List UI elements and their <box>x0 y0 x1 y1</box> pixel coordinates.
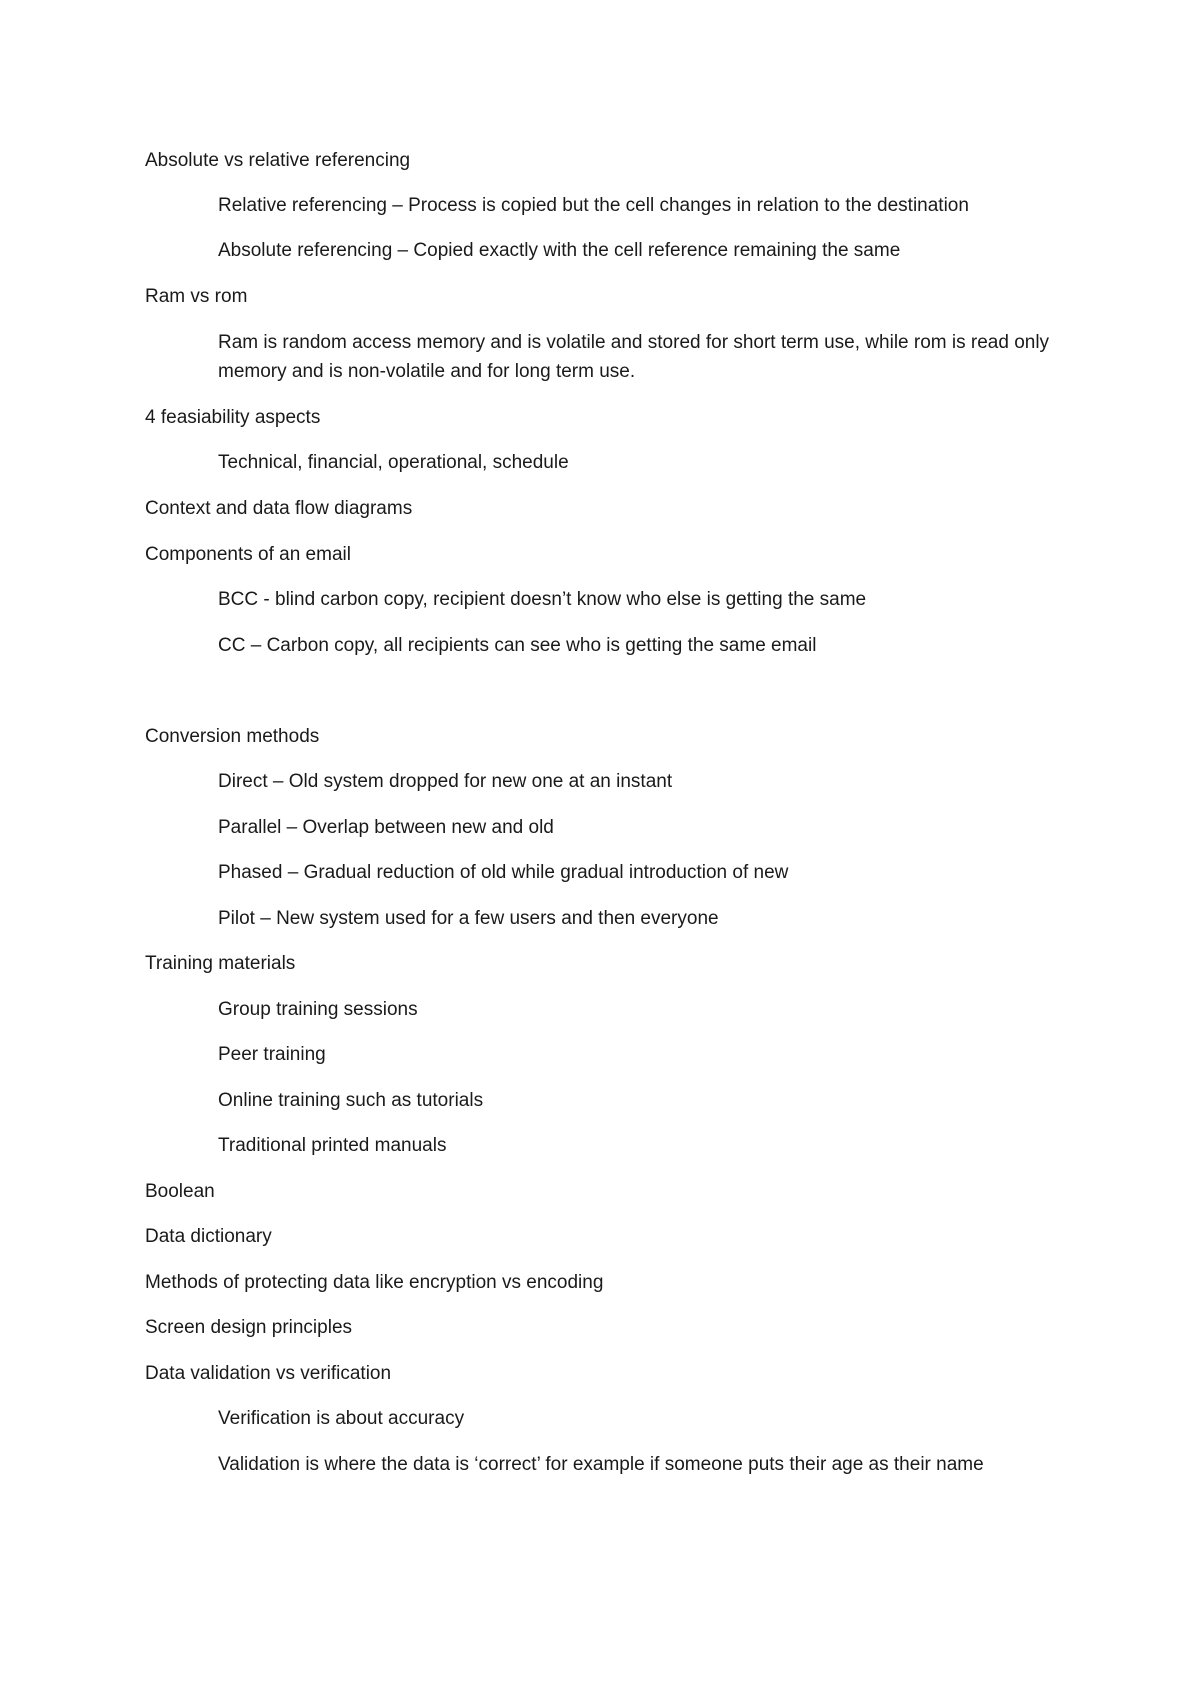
heading-training-materials: Training materials <box>145 953 296 974</box>
item-absolute-referencing: Absolute referencing – Copied exactly with the cell reference remaining the same <box>218 240 901 261</box>
item-pilot: Pilot – New system used for a few users and then everyone <box>218 908 719 929</box>
heading-boolean: Boolean <box>145 1181 215 1202</box>
item-parallel: Parallel – Overlap between new and old <box>218 817 554 838</box>
heading-context-data-flow: Context and data flow diagrams <box>145 498 413 519</box>
heading-absolute-vs-relative: Absolute vs relative referencing <box>145 150 411 171</box>
item-bcc: BCC - blind carbon copy, recipient doesn’t know who else is getting the same <box>218 589 867 610</box>
heading-conversion-methods: Conversion methods <box>145 726 320 747</box>
item-validation: Validation is where the data is ‘correct’ for example if someone puts their age as their name <box>218 1454 984 1475</box>
heading-validation-verification: Data validation vs verification <box>145 1363 392 1384</box>
heading-ram-vs-rom: Ram vs rom <box>145 286 248 307</box>
item-group-training: Group training sessions <box>218 999 418 1020</box>
heading-email-components: Components of an email <box>145 544 351 565</box>
item-relative-referencing: Relative referencing – Process is copied but the cell changes in relation to the destination <box>218 195 969 216</box>
item-online-training: Online training such as tutorials <box>218 1090 484 1111</box>
paragraph-ram-rom: Ram is random access memory and is volatile and stored for short term use, while rom is read only memory and is non-volatile and for long term use. <box>218 332 1050 382</box>
heading-protecting-data: Methods of protecting data like encryption vs encoding <box>145 1272 604 1293</box>
item-verification: Verification is about accuracy <box>218 1408 465 1429</box>
item-feasibility-list: Technical, financial, operational, schedule <box>218 452 569 473</box>
item-printed-manuals: Traditional printed manuals <box>218 1135 447 1156</box>
item-peer-training: Peer training <box>218 1044 326 1065</box>
heading-feasibility-aspects: 4 feasiability aspects <box>145 407 321 428</box>
item-phased: Phased – Gradual reduction of old while gradual introduction of new <box>218 862 789 883</box>
heading-data-dictionary: Data dictionary <box>145 1226 272 1247</box>
item-direct: Direct – Old system dropped for new one at an instant <box>218 771 673 792</box>
heading-screen-design: Screen design principles <box>145 1317 353 1338</box>
item-cc: CC – Carbon copy, all recipients can see who is getting the same email <box>218 635 817 656</box>
